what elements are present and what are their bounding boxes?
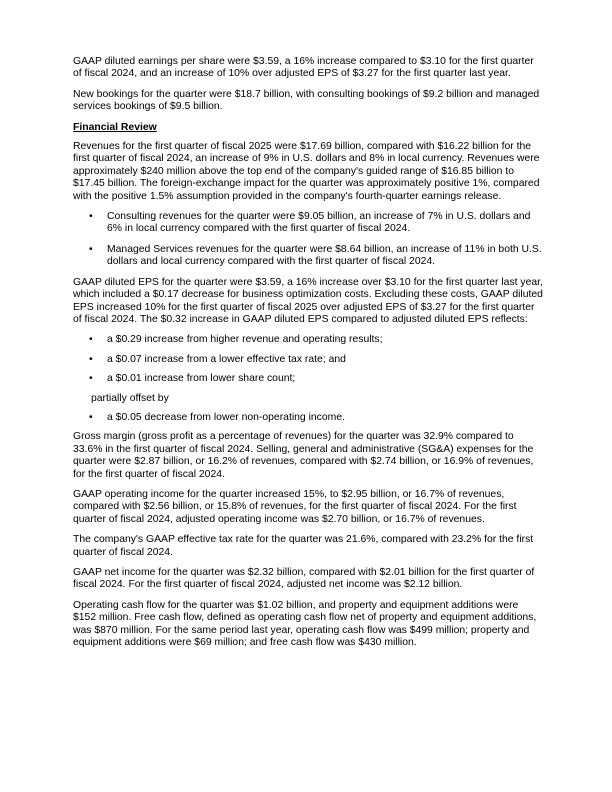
list-item	[73, 354, 543, 366]
list-item-text: Managed Services revenues for the quarter were $8.64 billion, an increase of 11% in both U.S. dollars and local currency compared with the first quarter of fiscal 2024.	[107, 243, 542, 268]
bullet-icon: •	[89, 353, 93, 365]
revenues-paragraph: Revenues for the first quarter of fiscal 2025 were $17.69 billion, compared with $16.22 billion for the first quarter of fiscal 2024, an increase of 9% in U.S. dollars and 8% in local currency. Revenues were approximately $240 million above the top end of the company's guided range of $16.85 billion to $17.45 billion. The foreign-exchange impact for the quarter was approximately positive 1%, compared with the positive 1.5% assumption provided in the company's fourth-quarter earnings release.	[73, 141, 540, 202]
section-heading: Financial Review	[73, 121, 157, 133]
list-item-text: a $0.05 decrease from lower non-operating income.	[107, 411, 345, 423]
eps-summary-paragraph: GAAP diluted earnings per share were $3.59, a 16% increase compared to $3.10 for the first quarter of fiscal 2024, and an increase of 10% over adjusted EPS of $3.27 for the first quarter last year.	[73, 56, 534, 80]
list-item	[73, 244, 543, 269]
bullet-icon: •	[89, 211, 93, 223]
list-item	[73, 412, 543, 424]
operating-income-paragraph: GAAP operating income for the quarter increased 15%, to $2.95 billion, or 16.7% of revenues, compared with $2.56 billion, or 15.8% of revenues, for the first quarter of fiscal 2024. For the first quarter of fiscal 2024, adjusted operating income was $2.70 billion, or 16.7% of revenues.	[73, 488, 517, 525]
bookings-paragraph: New bookings for the quarter were $18.7 billion, with consulting bookings of $9.2 billion and managed services bookings of $9.5 billion.	[73, 88, 540, 113]
list-item-text: a $0.01 increase from lower share count;	[107, 373, 296, 385]
partially-offset-text: partially offset by	[91, 392, 169, 404]
cash-flow-paragraph: Operating cash flow for the quarter was $1.02 billion, and property and equipment additions were $152 million. Free cash flow, defined as operating cash flow net of property and equipment additions, was $870 million. For the same period last year, operating cash flow was $499 million; property and equipment additions were $69 million; and free cash flow was $430 million.	[73, 599, 537, 649]
eps-bullet-list	[73, 334, 543, 385]
list-item	[73, 211, 543, 236]
net-income-paragraph: GAAP net income for the quarter was $2.32 billion, compared with $2.01 billion for the first quarter of fiscal 2024. For the first quarter of fiscal 2024, adjusted net income was $2.12 billion.	[73, 567, 535, 591]
list-item-text: a $0.29 increase from higher revenue and operating results;	[107, 334, 383, 346]
bullet-icon: •	[89, 334, 93, 346]
bullet-icon: •	[89, 243, 93, 255]
list-item-text: a $0.07 increase from a lower effective tax rate; and	[107, 353, 346, 365]
revenue-bullet-list	[73, 211, 543, 269]
list-item	[73, 373, 543, 385]
offset-bullet-list	[73, 412, 543, 424]
bullet-icon: •	[89, 411, 93, 423]
document-page	[73, 56, 543, 657]
list-item	[73, 334, 543, 346]
gross-margin-paragraph: Gross margin (gross profit as a percentage of revenues) for the quarter was 32.9% compared to 33.6% in the first quarter of fiscal 2024. Selling, general and administrative (SG&A) expenses for the quarter were $2.87 billion, or 16.2% of revenues, compared with $2.74 billion, or 16.9% of revenues, for the first quarter of fiscal 2024.	[73, 431, 534, 480]
tax-rate-paragraph: The company's GAAP effective tax rate for the quarter was 21.6%, compared with 23.2% for the first quarter of fiscal 2024.	[73, 534, 534, 558]
bullet-icon: •	[89, 373, 93, 385]
list-item-text: Consulting revenues for the quarter were $9.05 billion, an increase of 7% in U.S. dollars and 6% in local currency compared with the first quarter of fiscal 2024.	[107, 211, 531, 235]
diluted-eps-paragraph: GAAP diluted EPS for the quarter were $3.59, a 16% increase over $3.10 for the first quarter last year, which included a $0.17 decrease for business optimization costs. Excluding these costs, GAAP diluted EPS increased 10% for the first quarter of fiscal 2025 over adjusted EPS of $3.27 for the first quarter of fiscal 2024. The $0.32 increase in GAAP diluted EPS compared to adjusted diluted EPS reflects:	[73, 276, 543, 325]
